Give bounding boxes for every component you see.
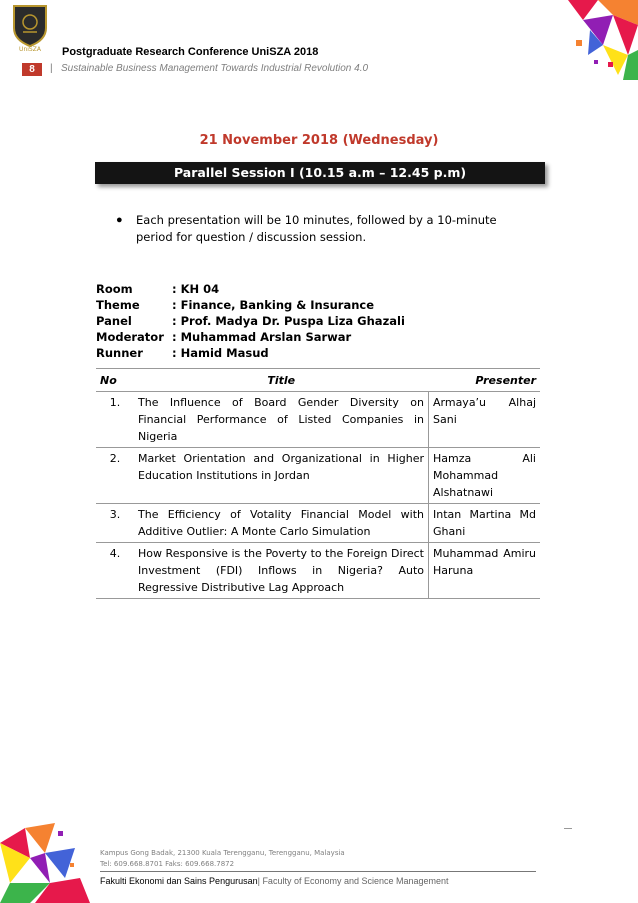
bullet-icon: ● — [116, 214, 123, 226]
date-heading: 21 November 2018 (Wednesday) — [199, 133, 439, 148]
faculty-malay: Fakulti Ekonomi dan Sains Pengurusan — [100, 876, 258, 886]
theme-row — [96, 298, 374, 312]
header-presenter: Presenter — [475, 373, 536, 387]
theme-label: Theme — [96, 298, 140, 312]
table-header-row — [96, 369, 540, 392]
runner-row — [96, 346, 269, 360]
panel-row — [96, 314, 405, 328]
row-presenter: Muhammad Amiru Haruna — [429, 543, 541, 599]
room-label: Room — [96, 282, 133, 296]
footer-divider — [100, 871, 536, 872]
session-note: Each presentation will be 10 minutes, followed by a 10-minute period for question / discussion session. — [136, 213, 497, 244]
runner-value: : Hamid Masud — [172, 346, 269, 360]
footer-phone: Tel: 609.668.8701 Faks: 609.668.7872 — [100, 860, 235, 868]
header-title: Title — [267, 373, 296, 387]
panel-value: : Prof. Madya Dr. Puspa Liza Ghazali — [172, 314, 405, 328]
schedule-table — [96, 368, 540, 599]
svg-text:UniSZA: UniSZA — [19, 46, 41, 52]
room-row — [96, 282, 219, 296]
room-value: : KH 04 — [172, 282, 220, 296]
row-title: The Influence of Board Gender Diversity on Financial Performance of Listed Companies in Nigeria — [134, 392, 429, 448]
row-number: 4. — [96, 543, 134, 599]
row-title: How Responsive is the Poverty to the Foreign Direct Investment (FDI) Inflows in Nigeria? Auto Regressive Distributive Lag Approach — [134, 543, 429, 599]
table-row — [96, 543, 540, 599]
row-presenter: Intan Martina Md Ghani — [429, 504, 541, 543]
row-number: 3. — [96, 504, 134, 543]
page-number: 8 — [22, 63, 42, 76]
faculty-separator: | — [257, 876, 260, 886]
footer-mark — [564, 828, 572, 829]
table-row — [96, 392, 540, 448]
table-row — [96, 448, 540, 504]
table-row — [96, 504, 540, 543]
unisza-logo — [8, 2, 52, 52]
moderator-label: Moderator — [96, 330, 164, 344]
panel-label: Panel — [96, 314, 132, 328]
header-decoration-art — [528, 0, 638, 80]
row-title: Market Orientation and Organizational in Higher Education Institutions in Jordan — [134, 448, 429, 504]
footer-faculty — [100, 876, 449, 886]
footer-decoration-art — [0, 823, 90, 903]
conference-subtitle: Sustainable Business Management Towards Industrial Revolution 4.0 — [61, 63, 369, 74]
row-number: 2. — [96, 448, 134, 504]
header-separator: | — [50, 63, 53, 74]
moderator-row — [96, 330, 351, 344]
runner-label: Runner — [96, 346, 143, 360]
theme-value: : Finance, Banking & Insurance — [172, 298, 375, 312]
footer-address: Kampus Gong Badak, 21300 Kuala Terengganu, Terengganu, Malaysia — [100, 849, 345, 857]
conference-title: Postgraduate Research Conference UniSZA 2018 — [62, 46, 319, 58]
header-no: No — [100, 373, 117, 387]
row-presenter: Armaya’u Alhaj Sani — [429, 392, 541, 448]
session-title-bar: Parallel Session I (10.15 a.m – 12.45 p.m) — [95, 162, 545, 184]
faculty-english: Faculty of Economy and Science Management — [259, 876, 449, 886]
row-title: The Efficiency of Votality Financial Model with Additive Outlier: A Monte Carlo Simulation — [134, 504, 429, 543]
moderator-value: : Muhammad Arslan Sarwar — [172, 330, 352, 344]
row-presenter: Hamza Ali Mohammad Alshatnawi — [429, 448, 541, 504]
row-number: 1. — [96, 392, 134, 448]
